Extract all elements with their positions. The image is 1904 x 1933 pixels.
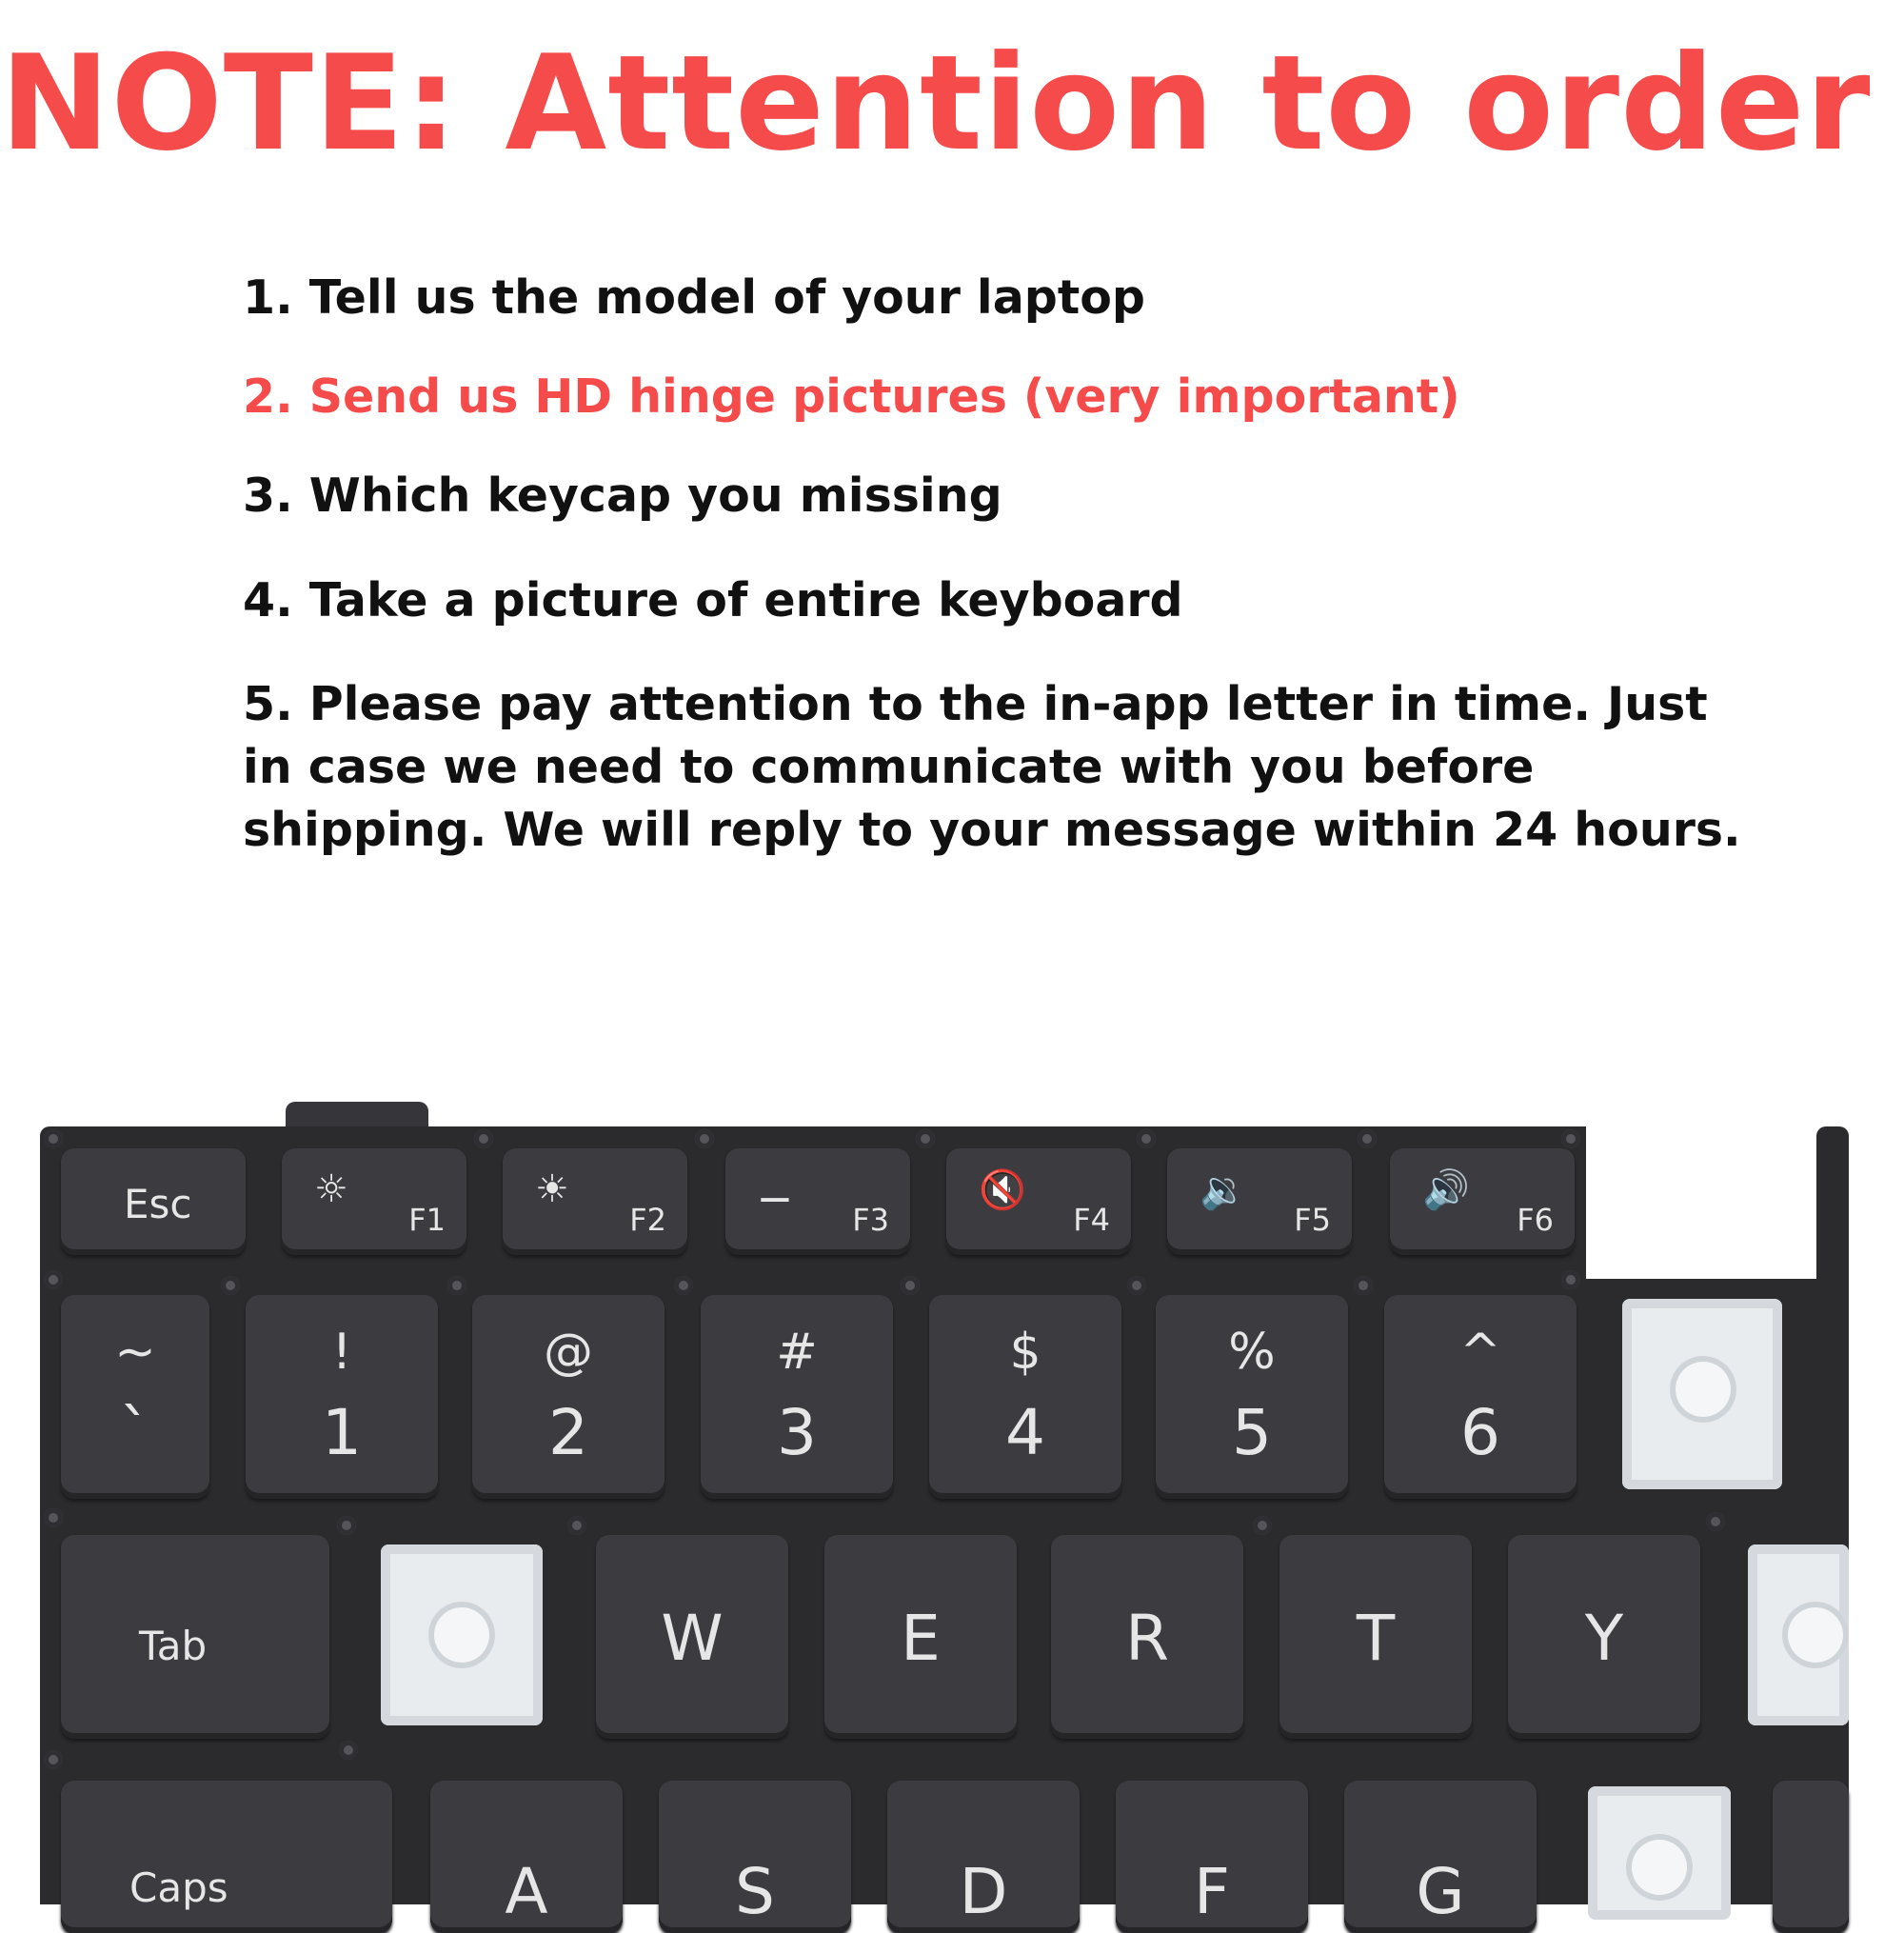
key-fn-label: F1 (408, 1202, 446, 1238)
key-a (430, 1781, 623, 1933)
screw (44, 1508, 63, 1527)
key-5 (1156, 1295, 1348, 1499)
screw (337, 1516, 356, 1535)
key-fn-label: F2 (629, 1202, 666, 1238)
key-shift-label: % (1228, 1324, 1276, 1381)
screw (339, 1741, 358, 1760)
key-f2 (503, 1148, 687, 1255)
key-w (596, 1535, 788, 1739)
screw (916, 1129, 935, 1148)
key-label: Tab (139, 1623, 208, 1669)
screw (221, 1276, 240, 1295)
key-label: D (959, 1855, 1008, 1928)
screw (447, 1276, 466, 1295)
screw (567, 1516, 586, 1535)
screw (1137, 1129, 1156, 1148)
key-4 (929, 1295, 1121, 1499)
key-label: E (901, 1602, 941, 1675)
screw (695, 1129, 714, 1148)
key-fn-label: F4 (1073, 1202, 1110, 1238)
key-label: 4 (1005, 1396, 1045, 1469)
screw (674, 1276, 693, 1295)
key-label: 6 (1460, 1396, 1500, 1469)
key-label: 1 (322, 1396, 362, 1469)
key-label: ` (119, 1396, 151, 1469)
key-shift-label: @ (544, 1324, 593, 1381)
hinge-dome (1782, 1602, 1849, 1668)
screw (474, 1129, 493, 1148)
key-label: S (735, 1855, 775, 1928)
key-fn-label: F3 (852, 1202, 889, 1238)
page-title: NOTE: Attention to order (0, 27, 1872, 180)
missing-keycap-hinge (1622, 1299, 1782, 1489)
key-6 (1384, 1295, 1577, 1499)
volume-up-icon: 🔊 (1422, 1168, 1470, 1212)
key-f3 (725, 1148, 910, 1255)
step-3: 3. Which keycap you missing (243, 468, 1002, 523)
screw (901, 1276, 920, 1295)
screw (1358, 1129, 1377, 1148)
step-1: 1. Tell us the model of your laptop (243, 270, 1146, 325)
key-label: R (1125, 1602, 1169, 1675)
keyboard-notch (1586, 1126, 1849, 1279)
key-y (1508, 1535, 1700, 1739)
key-label: 2 (548, 1396, 588, 1469)
mute-icon: 🔇 (979, 1168, 1026, 1212)
key-f (1116, 1781, 1308, 1933)
key-3 (701, 1295, 893, 1499)
key-backtick (61, 1295, 209, 1499)
key-fn-label: F5 (1294, 1202, 1331, 1238)
volume-down-icon: 🔉 (1200, 1168, 1247, 1212)
key-fn-label: F6 (1517, 1202, 1554, 1238)
key-r (1051, 1535, 1243, 1739)
screw (1561, 1129, 1580, 1148)
step-5: 5. Please pay attention to the in-app letter in time. Just in case we need to communicate with you before shipping. We will reply to your message within 24 hours. (243, 677, 1741, 857)
hinge-dome (428, 1602, 495, 1668)
key-label: W (661, 1602, 724, 1675)
key-shift-label: $ (1009, 1324, 1041, 1381)
missing-keycap-hinge (381, 1544, 543, 1725)
screw (1127, 1276, 1146, 1295)
brightness-down-icon: ☼ (314, 1167, 348, 1211)
key-f1 (282, 1148, 466, 1255)
key-2 (472, 1295, 664, 1499)
key-shift-label: # (776, 1324, 818, 1381)
key-f5 (1167, 1148, 1352, 1255)
screw (1561, 1270, 1580, 1289)
key-partial (1773, 1781, 1849, 1933)
key-caps (61, 1781, 392, 1933)
hinge-dome (1626, 1834, 1693, 1901)
key-f4 (946, 1148, 1131, 1255)
key-label: 5 (1232, 1396, 1272, 1469)
key-tab (61, 1535, 329, 1739)
screw (1253, 1516, 1272, 1535)
brightness-up-icon: ☀ (535, 1167, 569, 1211)
key-s (659, 1781, 851, 1933)
key-label: 3 (777, 1396, 817, 1469)
key-label: Esc (124, 1181, 192, 1227)
key-shift-label: ^ (1459, 1324, 1501, 1381)
key-label: F (1194, 1855, 1230, 1928)
key-label: Y (1584, 1602, 1624, 1675)
key-esc (61, 1148, 246, 1255)
key-t (1279, 1535, 1472, 1739)
screw (44, 1270, 63, 1289)
keyboard-edge (1816, 1126, 1849, 1279)
key-label: T (1356, 1602, 1396, 1675)
screw (44, 1129, 63, 1148)
missing-keycap-hinge (1588, 1786, 1731, 1920)
key-e (824, 1535, 1017, 1739)
key-1 (246, 1295, 438, 1499)
step-2: 2. Send us HD hinge pictures (very important) (243, 369, 1460, 424)
keyboard-light-icon: ⚊ (758, 1167, 792, 1211)
key-d (887, 1781, 1080, 1933)
screw (1354, 1276, 1373, 1295)
hinge-dome (1670, 1356, 1736, 1423)
step-4: 4. Take a picture of entire keyboard (243, 573, 1183, 628)
key-f6 (1390, 1148, 1575, 1255)
key-shift-label: ~ (114, 1324, 156, 1381)
key-label: G (1416, 1855, 1465, 1928)
screw (44, 1750, 63, 1769)
key-label: A (505, 1855, 548, 1928)
key-g (1344, 1781, 1537, 1933)
screw (1706, 1512, 1725, 1531)
missing-keycap-hinge (1748, 1544, 1849, 1725)
key-shift-label: ! (331, 1324, 352, 1381)
key-label: Caps (129, 1864, 228, 1911)
